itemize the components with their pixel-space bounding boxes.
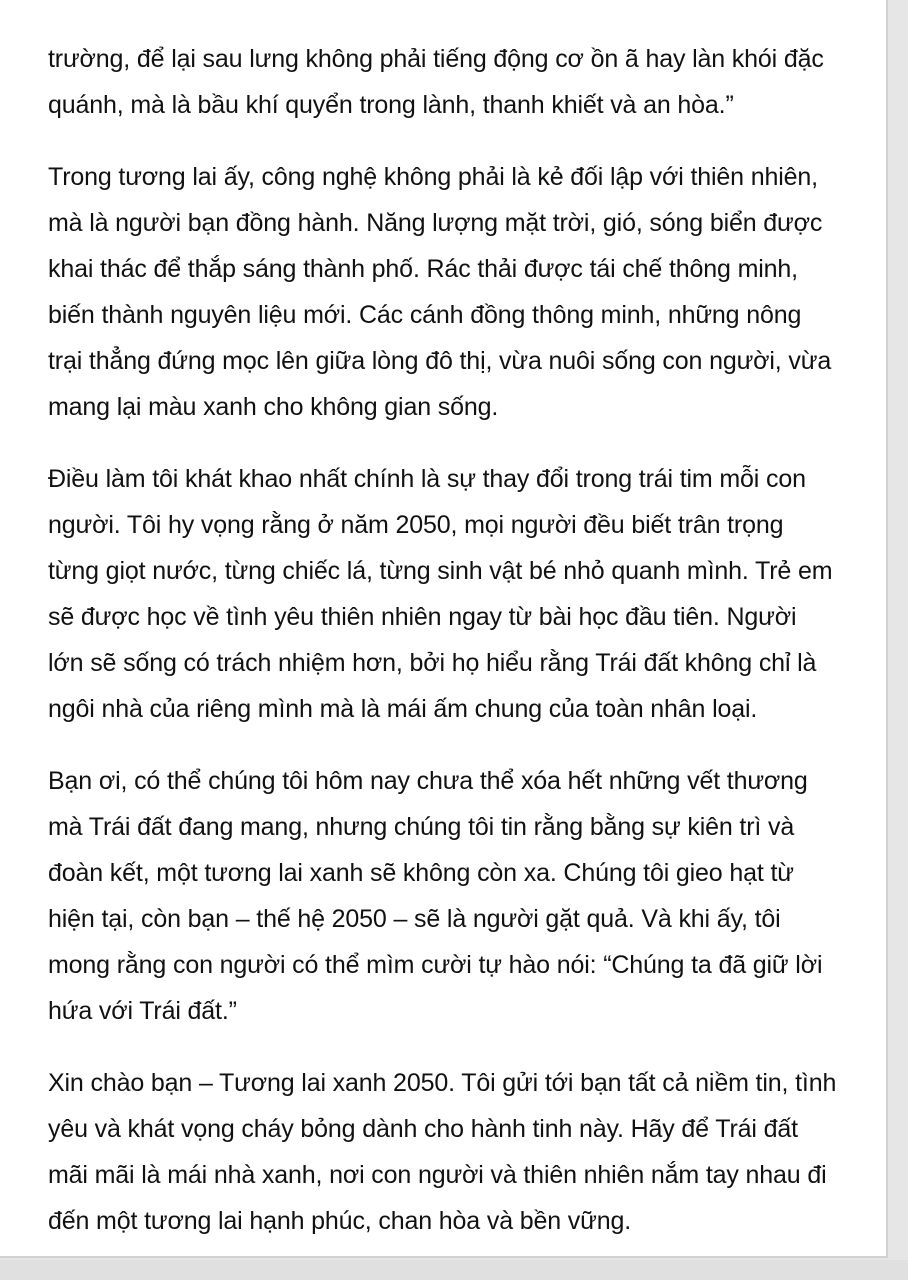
text-line: hiện tại, còn bạn – thế hệ 2050 – sẽ là người gặt quả. Và khi ấy, tôi <box>48 905 781 933</box>
text-line: Điều làm tôi khát khao nhất chính là sự thay đổi trong trái tim mỗi con <box>48 465 806 493</box>
text-line: mà là người bạn đồng hành. Năng lượng mặt trời, gió, sóng biển được <box>48 209 823 237</box>
text-line: mang lại màu xanh cho không gian sống. <box>48 393 499 421</box>
paragraph <box>48 36 860 128</box>
text-line: người. Tôi hy vọng rằng ở năm 2050, mọi người đều biết trân trọng <box>48 511 784 539</box>
text-line: lớn sẽ sống có trách nhiệm hơn, bởi họ hiểu rằng Trái đất không chỉ là <box>48 649 817 677</box>
text-line: Bạn ơi, có thể chúng tôi hôm nay chưa thể xóa hết những vết thương <box>48 767 808 795</box>
text-line: yêu và khát vọng cháy bỏng dành cho hành tinh này. Hãy để Trái đất <box>48 1115 798 1143</box>
paragraph <box>48 758 860 1034</box>
paragraph <box>48 456 860 732</box>
text-line: trại thẳng đứng mọc lên giữa lòng đô thị, vừa nuôi sống con người, vừa <box>48 347 832 375</box>
text-line: biến thành nguyên liệu mới. Các cánh đồng thông minh, những nông <box>48 301 802 329</box>
document-body <box>48 36 860 1270</box>
text-line: từng giọt nước, từng chiếc lá, từng sinh vật bé nhỏ quanh mình. Trẻ em <box>48 557 833 585</box>
text-line: hứa với Trái đất.” <box>48 997 237 1025</box>
text-line: mong rằng con người có thể mìm cười tự hào nói: “Chúng ta đã giữ lời <box>48 951 823 979</box>
text-line: Trong tương lai ấy, công nghệ không phải là kẻ đối lập với thiên nhiên, <box>48 163 818 191</box>
text-line: trường, để lại sau lưng không phải tiếng động cơ ồn ã hay làn khói đặc <box>48 45 824 73</box>
bottom-gray-strip <box>0 1260 908 1280</box>
text-line: khai thác để thắp sáng thành phố. Rác thải được tái chế thông minh, <box>48 255 798 283</box>
paragraph <box>48 154 860 430</box>
text-line: mãi mãi là mái nhà xanh, nơi con người và thiên nhiên nắm tay nhau đi <box>48 1161 827 1189</box>
text-line: sẽ được học về tình yêu thiên nhiên ngay từ bài học đầu tiên. Người <box>48 603 797 631</box>
text-line: quánh, mà là bầu khí quyển trong lành, thanh khiết và an hòa.” <box>48 91 734 119</box>
text-line: Xin chào bạn – Tương lai xanh 2050. Tôi gửi tới bạn tất cả niềm tin, tình <box>48 1069 837 1097</box>
paragraph <box>48 1060 860 1244</box>
text-line: đoàn kết, một tương lai xanh sẽ không còn xa. Chúng tôi gieo hạt từ <box>48 859 794 887</box>
text-line: đến một tương lai hạnh phúc, chan hòa và bền vững. <box>48 1207 632 1235</box>
text-line: ngôi nhà của riêng mình mà là mái ấm chung của toàn nhân loại. <box>48 695 758 723</box>
text-line: mà Trái đất đang mang, nhưng chúng tôi tin rằng bằng sự kiên trì và <box>48 813 795 841</box>
